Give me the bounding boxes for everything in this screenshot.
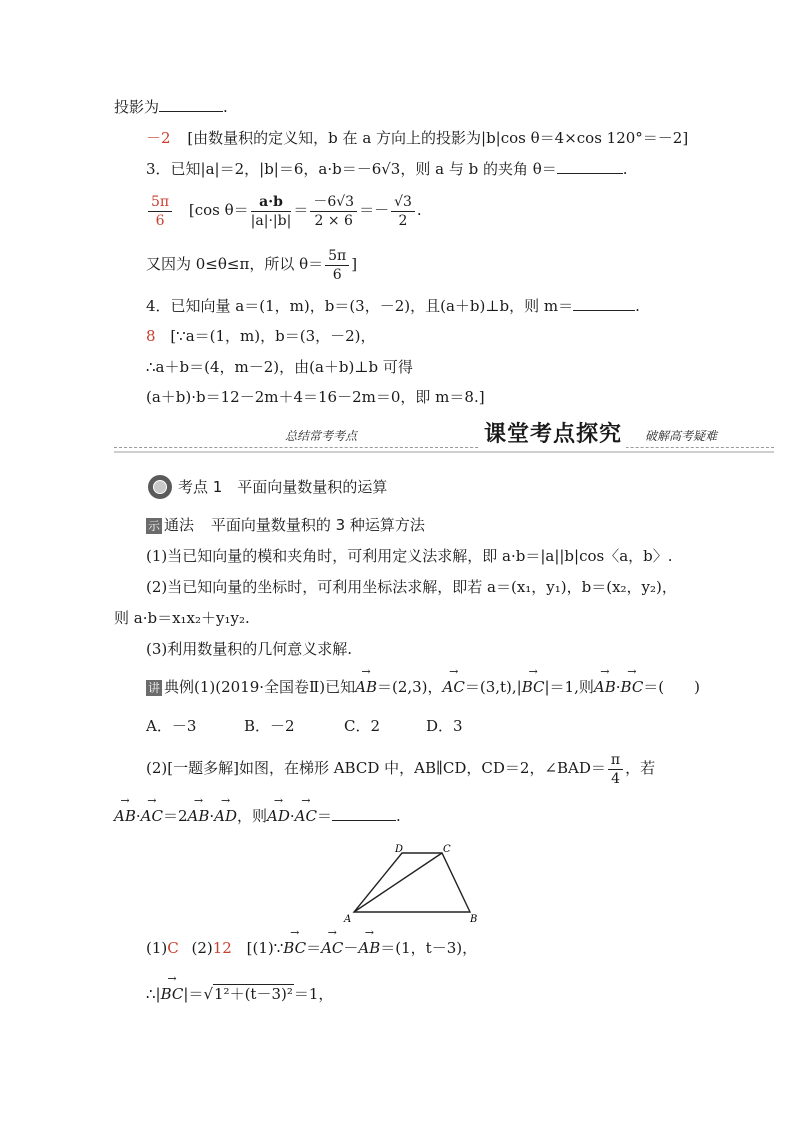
q2-tail-text: 投影为: [114, 98, 160, 116]
answer-4: [146, 326, 376, 346]
vector-ac: → AC: [141, 806, 163, 826]
text-part: －: [343, 939, 359, 957]
frac-den: |a|·|b|: [250, 212, 292, 229]
vector-ab: → AB: [114, 806, 136, 826]
answer-4-value: 8: [146, 327, 156, 345]
answer-3: [146, 190, 422, 230]
divider-left-caption: 总结常考考点: [282, 427, 360, 444]
vector-ad: → AD: [267, 806, 290, 826]
fraction-pi-4: [608, 751, 623, 788]
answer-4-line-2: ∴a＋b＝(4，m－2)，由(a＋b)⊥b 可得: [146, 358, 413, 376]
text-part: ∴|: [146, 985, 161, 1003]
solution-line-2: [146, 984, 333, 1004]
text-part: ＝: [306, 939, 322, 957]
vector-ab: → AB: [594, 677, 616, 697]
equals: ＝: [293, 201, 309, 219]
example-1: [146, 677, 700, 697]
period: .: [223, 98, 228, 116]
choice-a: A．－3: [146, 717, 197, 735]
period: .: [635, 297, 640, 315]
question-3: [146, 159, 628, 179]
example-2-text: (2)[一题多解]如图，在梯形 ABCD 中，AB∥CD，CD＝2，∠BAD＝: [146, 759, 606, 777]
period: .: [622, 160, 628, 178]
period: .: [395, 807, 401, 825]
frac-den: 4: [611, 770, 620, 787]
fraction-1: [251, 193, 292, 230]
fraction-3: [391, 193, 415, 230]
divider-bar: [114, 451, 774, 453]
diagonal-ac: [354, 853, 442, 912]
vector-ac: → AC: [443, 677, 465, 697]
text-part: |＝1,则: [544, 678, 594, 696]
choice-d: D．3: [426, 717, 463, 735]
section-title: 课堂考点探究: [480, 417, 626, 448]
method-2-cont: 则 a·b＝x₁x₂＋y₁y₂.: [114, 609, 250, 627]
section-divider: [114, 417, 774, 457]
dot: ·: [615, 678, 621, 696]
vector-ab: → AB: [358, 938, 380, 958]
example-2: [146, 748, 655, 788]
method-2: (2)当已知向量的坐标时，可利用坐标法求解，即若 a＝(x₁，y₁)，b＝(x₂，y₂)，: [146, 578, 677, 596]
text-part: ＝: [316, 807, 332, 825]
vector-bc: → BC: [283, 938, 306, 958]
topic-badge-icon: [148, 475, 172, 499]
answer-4-line-3: (a＋b)·b＝12－2m＋4＝16－2m＝0，即 m＝8.]: [146, 388, 485, 406]
frac-den: 2: [398, 212, 408, 229]
text-part: ＝2: [162, 807, 188, 825]
trapezoid-figure: [340, 842, 490, 922]
question-3-text: 3．已知|a|＝2，|b|＝6，a·b＝－6√3，则 a 与 b 的夹角 θ＝: [146, 160, 557, 178]
text-part: (2): [191, 939, 213, 957]
answer-blank: [557, 159, 623, 174]
vector-ac: → AC: [321, 938, 343, 958]
cos-theta-label: [cos θ＝: [188, 201, 249, 219]
text-part: ＝(2,3)，: [376, 678, 443, 696]
solution-line-1: [146, 938, 477, 958]
answer-4-line-1: [∵a＝(1，m)，b＝(3，－2)，: [170, 327, 376, 345]
frac-num: －6√3: [310, 193, 357, 212]
q2-tail: [114, 97, 228, 117]
bracket-close: ]: [351, 255, 358, 273]
label-b: B: [470, 914, 478, 922]
method-1: (1)当已知向量的模和夹角时，可利用定义法求解，即 a·b＝|a||b|cos〈a，b〉.: [146, 547, 673, 565]
method-heading: [146, 515, 425, 535]
frac-num: π: [608, 751, 623, 770]
vector-bc: → BC: [161, 984, 184, 1004]
answer-blank: [573, 296, 635, 311]
text-part: ＝1，: [293, 985, 334, 1003]
text-part: ，则: [237, 807, 268, 825]
equals-minus: ＝－: [359, 201, 390, 219]
answer-2-explanation: [由数量积的定义知，b 在 a 方向上的投影为|b|cos θ＝4×cos 120°＝－2]: [187, 129, 689, 147]
label-a: A: [344, 914, 352, 922]
text-part: |＝: [183, 985, 204, 1003]
text-part: (1): [146, 939, 168, 957]
method-tag-icon: 示: [148, 519, 161, 533]
example-tag-icon: 讲: [148, 681, 161, 695]
topic-title: 考点 1 平面向量数量积的运算: [178, 478, 388, 496]
frac-num: 5π: [325, 247, 349, 266]
choice-c: C．2: [344, 717, 381, 735]
solution-2-answer: 12: [212, 939, 232, 957]
text-part: ＝(1，t－3)，: [380, 939, 478, 957]
vector-bc: → BC: [522, 677, 545, 697]
answer-3-line-2-text: 又因为 0≤θ≤π，所以 θ＝: [146, 255, 324, 273]
sqrt-sign: √: [203, 985, 214, 1003]
text-part: [(1)∵: [246, 939, 284, 957]
answer-3-line-2: [146, 244, 357, 284]
frac-den: 6: [155, 212, 165, 229]
period: .: [416, 201, 422, 219]
frac-num: √3: [391, 193, 415, 212]
frac-num: 5π: [148, 193, 172, 212]
method-title: 平面向量数量积的 3 种运算方法: [210, 516, 425, 534]
divider-line: [114, 447, 774, 448]
frac-den: 6: [332, 266, 342, 283]
answer-blank: [159, 97, 223, 112]
text-part: ，若: [625, 759, 656, 777]
solution-1-answer: C: [167, 939, 179, 957]
vector-bc: → BC: [621, 677, 644, 697]
fraction-5pi-6: [325, 247, 349, 284]
choice-b: B．－2: [244, 717, 295, 735]
example-1-prefix: 典例(1)(2019·全国卷Ⅱ)已知: [164, 678, 356, 696]
method-3: (3)利用数量积的几何意义求解.: [146, 640, 353, 658]
answer-2-value: －2: [146, 129, 171, 147]
frac-den: 2 × 6: [314, 212, 353, 229]
trapezoid-abcd: [354, 853, 470, 912]
label-c: C: [443, 844, 451, 855]
label-d: D: [395, 844, 404, 855]
vector-ab: → AB: [188, 806, 210, 826]
answer-blank: [332, 806, 396, 821]
radicand: 1²＋(t－3)²: [214, 985, 293, 1003]
frac-num: a·b: [251, 193, 292, 212]
answer-paren: ＝( ): [643, 678, 701, 696]
question-4-text: 4．已知向量 a＝(1，m)，b＝(3，－2)，且(a＋b)⊥b，则 m＝: [146, 297, 574, 315]
text-part: ＝(3,t),|: [464, 678, 522, 696]
vector-ad: → AD: [214, 806, 237, 826]
divider-right-caption: 破解高考疑难: [642, 427, 720, 444]
vector-ac: → AC: [295, 806, 317, 826]
fraction-2: [310, 193, 357, 230]
vector-ab: → AB: [355, 677, 377, 697]
answer-3-value: [148, 193, 172, 230]
answer-2: [146, 128, 688, 148]
example-2-condition: → AB·→ AC＝2→ AB·→ AD，则→ AD·→ AC＝ .: [114, 806, 401, 826]
question-4: [146, 296, 640, 316]
method-tag-label: 通法: [164, 516, 195, 534]
